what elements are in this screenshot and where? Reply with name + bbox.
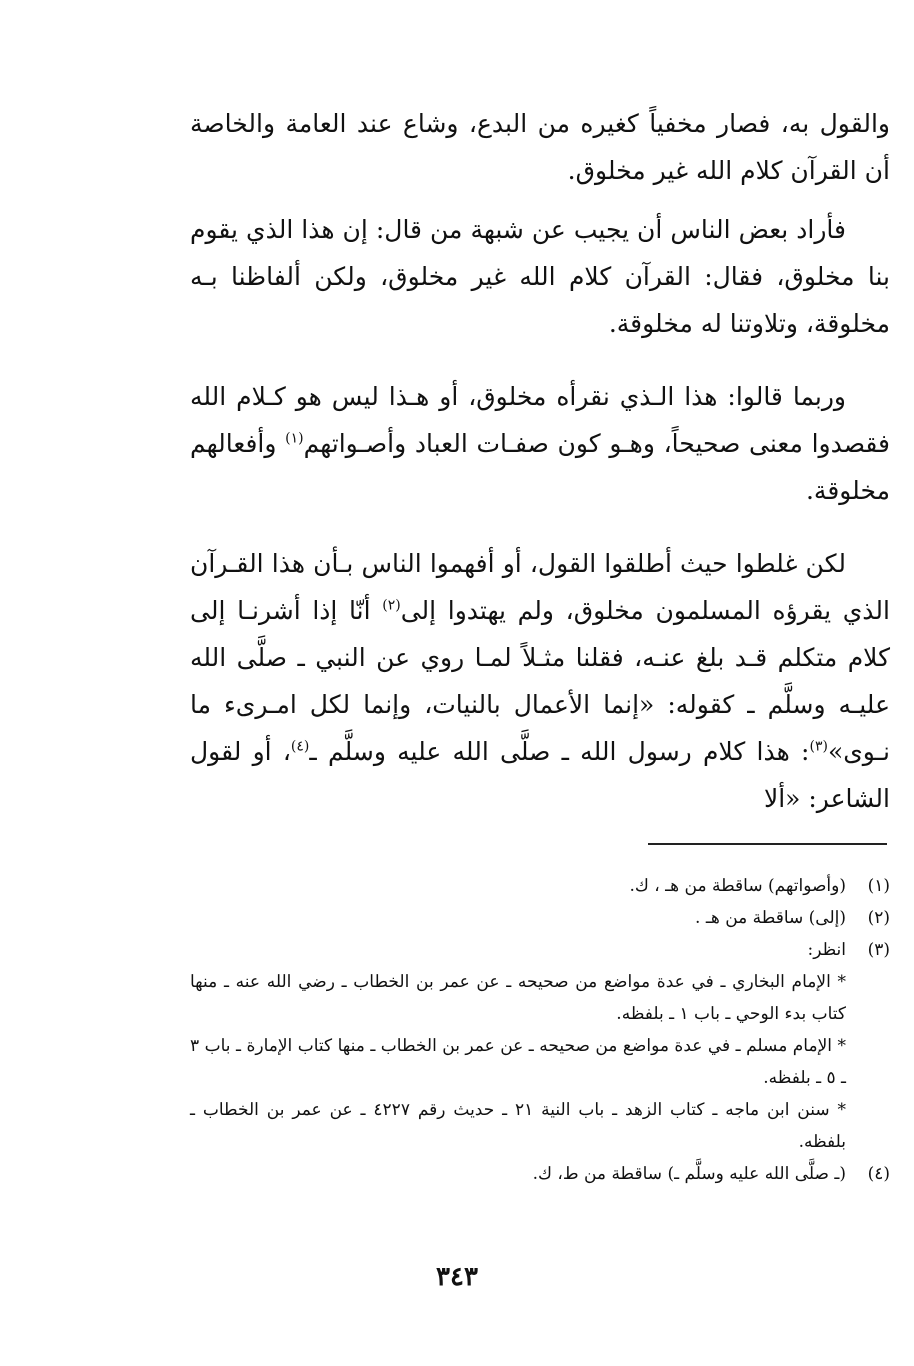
footnote-ref-3: (٣) bbox=[809, 738, 828, 755]
footnote-4-number: (٤) bbox=[867, 1164, 890, 1184]
paragraph-4-part-b: أنّا إذا أشرنـا إلى كلام متكلم قـد بلغ عنـه، فقلنا مثـلاً لمـا روي عن النبي ـ صلَّى الله عليـه وسلَّم ـ كقوله: «إنما الأعمال بالنيات، وإنما لكل امـرىء ما نـوى» bbox=[190, 596, 890, 766]
footnote-1-number: (١) bbox=[867, 876, 890, 896]
paragraph-2: فأراد بعض الناس أن يجيب عن شبهة من قال: إن هذا الذي يقوم بنا مخلوق، فقال: القرآن كلام الله غير مخلوق، ولكن ألفاظنا بـه مخلوقة، وتلاوتنا له مخلوقة. bbox=[190, 215, 890, 338]
footnote-2-text: (إلى) ساقطة من هـ . bbox=[695, 908, 846, 928]
footnote-3-text: انظر: bbox=[807, 940, 846, 960]
paragraph-3-part-a: وربما قالوا: هذا الـذي نقرأه مخلوق، أو هـذا ليس هو كـلام الله فقصدوا معنى صحيحاً، وهـو كون صفـات العباد وأصـواتهم bbox=[190, 382, 891, 458]
page-number: ٣٤٣ bbox=[436, 1262, 478, 1292]
footnote-4 bbox=[190, 1158, 890, 1190]
paragraph-4-part-a: لكن غلطوا حيث أطلقوا القول، أو أفهموا الناس بـأن هذا القـرآن الذي يقرؤه المسلمون مخلوق، ولم يهتدوا إلى bbox=[190, 549, 890, 625]
footnote-ref-2: (٢) bbox=[382, 597, 401, 614]
footnote-1 bbox=[190, 870, 890, 902]
paragraph-1: والقول به، فصار مخفياً كغيره من البدع، وشاع عند العامة والخاصة أن القرآن كلام الله غير مخلوق. bbox=[190, 109, 890, 185]
footnote-3 bbox=[190, 934, 890, 966]
paragraph-3 bbox=[190, 373, 890, 514]
footnotes bbox=[190, 870, 890, 1190]
footnote-ref-1: (١) bbox=[285, 430, 304, 447]
footnote-4-text: (ـ صلَّى الله عليه وسلَّم ـ) ساقطة من ط، ك. bbox=[532, 1164, 846, 1184]
footnote-3-source-muslim: * الإمام مسلم ـ في عدة مواضع من صحيحه ـ عن عمر بن الخطاب ـ منها كتاب الإمارة ـ باب ٣ ـ ٥ ـ بلفظه. bbox=[190, 1036, 846, 1088]
footnote-separator bbox=[648, 843, 887, 845]
footnote-2-number: (٢) bbox=[867, 908, 890, 928]
footnote-3-number: (٣) bbox=[867, 940, 890, 960]
main-text bbox=[190, 100, 890, 822]
footnote-1-text: (وأصواتهم) ساقطة من هـ ، ك. bbox=[629, 876, 846, 896]
paragraph-3-part-b: وأفعالهم مخلوقة. bbox=[190, 429, 890, 505]
footnote-ref-4: (٤) bbox=[290, 738, 310, 755]
footnote-2 bbox=[190, 902, 890, 934]
paragraph-4 bbox=[190, 540, 890, 822]
paragraph-4-part-c: : هذا كلام رسول الله ـ صلَّى الله عليه وسلَّم ـ bbox=[309, 737, 810, 766]
paragraph-4-part-d: ، أو لقول الشاعر: «ألا bbox=[190, 737, 890, 813]
footnote-3-source-bukhari: * الإمام البخاري ـ في عدة مواضع من صحيحه ـ عن عمر بن الخطاب ـ رضي الله عنه ـ منها كتاب بدء الوحي ـ باب ١ ـ بلفظه. bbox=[190, 972, 846, 1024]
footnote-3-source-ibn-majah: * سنن ابن ماجه ـ كتاب الزهد ـ باب النية ٢١ ـ حديث رقم ٤٢٢٧ ـ عن عمر بن الخطاب ـ بلفظه. bbox=[190, 1100, 847, 1152]
